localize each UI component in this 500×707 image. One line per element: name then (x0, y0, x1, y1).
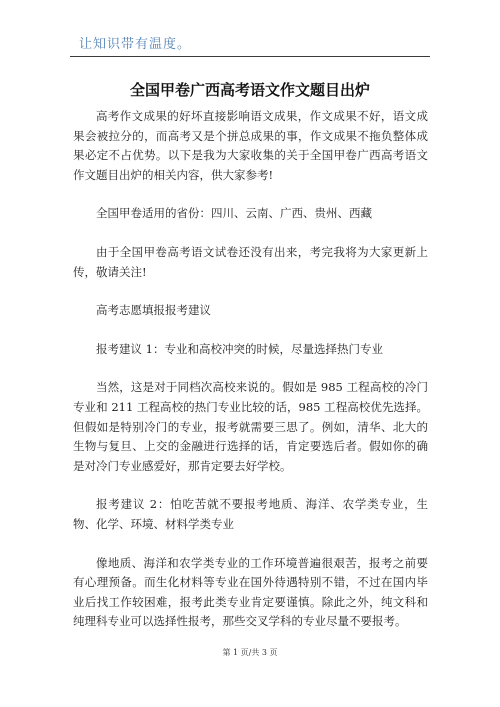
advice-2-body: 像地质、海洋和农学类专业的工作环境普遍很艰苦，报考之前要有心理预备。而生化材料等专业在国外待遇特别不错，不过在国内毕业后找工作较困难，报考此类专业肯定要谨慎。除此之外，纯文科和纯理科专业可以选择性报考，那些交叉学科的专业尽量不要报考。 (73, 555, 428, 629)
paragraph-provinces: 全国甲卷适用的省份：四川、云南、广西、贵州、西藏 (96, 206, 372, 221)
paragraph-update-notice: 由于全国甲卷高考语文试卷还没有出来，考完我将为大家更新上传，敬请关注! (73, 244, 428, 279)
page-number: 第 1 页/共 3 页 (222, 648, 278, 657)
document-body (73, 107, 428, 651)
paragraph-intro: 高考作文成果的好坏直接影响语文成果，作文成果不好，语文成果会被拉分的，而高考又是个拼总成果的事，作文成果不拖负整体成果必定不占优势。以下是我为大家收集的关于全国甲卷广西高考语文作文题目出炉的相关内容，供大家参考! (73, 109, 428, 182)
advice-2-heading: 报考建议 2：怕吃苦就不要报考地质、海洋、农学类专业，生物、化学、环境、材料学类专业 (73, 497, 428, 531)
section-heading-advice: 高考志愿填报报考建议 (96, 303, 211, 318)
advice-1-body: 当然，这是对于同档次高校来说的。假如是 985 工程高校的冷门专业和 211 工程高校的热门专业比较的话，985 工程高校优先选择。但假如是特别冷门的专业，报考就需要三思了。例如，清华、北大的生物与复旦、上交的金融进行选择的话，肯定要选后者。假如你的确是对冷门专业感爱好，那肯定要去好学校。 (73, 380, 428, 473)
advice-1-heading: 报考建议 1：专业和高校冲突的时候，尽量选择热门专业 (96, 341, 383, 356)
document-title: 全国甲卷广西高考语文作文题目出炉 (129, 81, 370, 99)
header-slogan: 让知识带有温度。 (79, 37, 192, 52)
header-divider (70, 56, 430, 57)
